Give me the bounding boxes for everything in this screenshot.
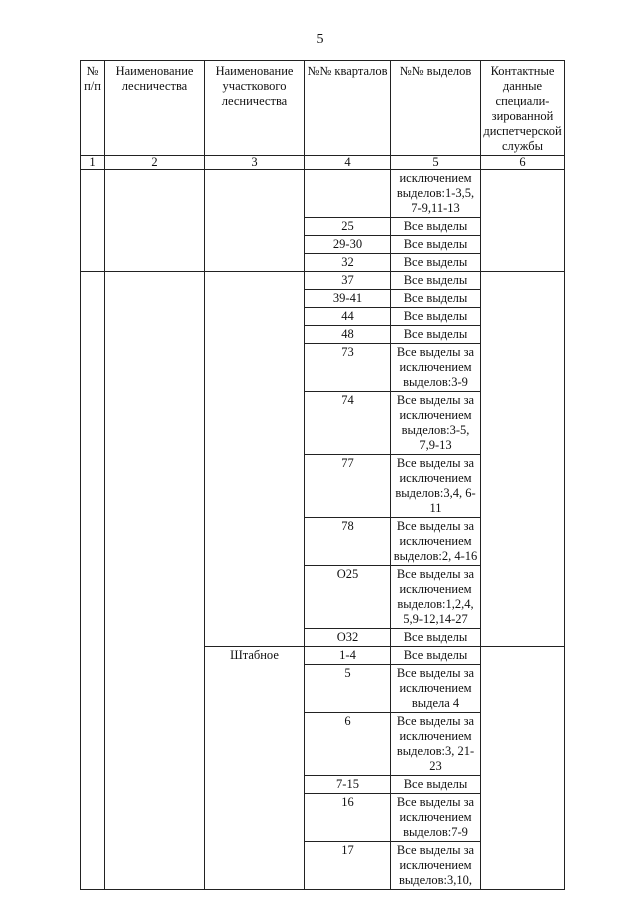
allotment-cell: Все выделы за исключением выделов:7-9 bbox=[391, 794, 481, 842]
allotment-cell: Все выделы за исключением выдела 4 bbox=[391, 665, 481, 713]
quarter-cell: 73 bbox=[305, 344, 391, 392]
header-row bbox=[81, 61, 565, 156]
allotment-cell: исключением выделов:1-3,5, 7-9,11-13 bbox=[391, 170, 481, 218]
allotment-cell: Все выделы за исключением выделов:3, 21-23 bbox=[391, 713, 481, 776]
contact-cell bbox=[481, 170, 565, 272]
number-cell bbox=[81, 272, 105, 647]
allotment-cell: Все выделы bbox=[391, 254, 481, 272]
header-forestry: Наименование лесничества bbox=[105, 61, 205, 156]
forestry-table bbox=[80, 60, 565, 890]
allotment-cell: Все выделы bbox=[391, 629, 481, 647]
quarter-cell: 37 bbox=[305, 272, 391, 290]
allotment-cell: Все выделы за исключением выделов:3-5, 7,9-13 bbox=[391, 392, 481, 455]
quarter-cell: 16 bbox=[305, 794, 391, 842]
forestry-cell bbox=[105, 647, 205, 890]
allotment-cell: Все выделы bbox=[391, 776, 481, 794]
allotment-cell: Все выделы за исключением выделов:3,4, 6-11 bbox=[391, 455, 481, 518]
column-numbers-row bbox=[81, 156, 565, 170]
page-number: 5 bbox=[316, 32, 324, 47]
quarter-cell: 1-4 bbox=[305, 647, 391, 665]
district-cell bbox=[205, 272, 305, 647]
allotment-cell: Все выделы bbox=[391, 308, 481, 326]
allotment-cell: Все выделы за исключением выделов:3-9 bbox=[391, 344, 481, 392]
column-number: 4 bbox=[305, 156, 391, 170]
quarter-cell: 17 bbox=[305, 842, 391, 890]
column-number: 5 bbox=[391, 156, 481, 170]
column-number: 6 bbox=[481, 156, 565, 170]
district-cell bbox=[205, 170, 305, 272]
column-number: 1 bbox=[81, 156, 105, 170]
allotment-cell: Все выделы bbox=[391, 290, 481, 308]
allotment-cell: Все выделы за исключением выделов:3,10, bbox=[391, 842, 481, 890]
quarter-cell: 44 bbox=[305, 308, 391, 326]
quarter-cell: 6 bbox=[305, 713, 391, 776]
column-number: 2 bbox=[105, 156, 205, 170]
quarter-cell: 7-15 bbox=[305, 776, 391, 794]
header-quarters: №№ кварталов bbox=[305, 61, 391, 156]
quarter-cell: 32 bbox=[305, 254, 391, 272]
quarter-cell: 5 bbox=[305, 665, 391, 713]
header-district-forestry: Наименование участкового лесничества bbox=[205, 61, 305, 156]
number-cell bbox=[81, 170, 105, 272]
quarter-cell: О32 bbox=[305, 629, 391, 647]
forestry-cell bbox=[105, 170, 205, 272]
header-number: № п/п bbox=[81, 61, 105, 156]
contact-cell bbox=[481, 647, 565, 890]
header-contacts: Контактные данные специали-зированной диспетчерской службы bbox=[481, 61, 565, 156]
quarter-cell: 39-41 bbox=[305, 290, 391, 308]
quarter-cell: О25 bbox=[305, 566, 391, 629]
allotment-cell: Все выделы bbox=[391, 647, 481, 665]
table-row bbox=[81, 170, 565, 218]
contact-cell bbox=[481, 272, 565, 647]
district-name-cell: Штабное bbox=[205, 647, 305, 890]
quarter-cell bbox=[305, 170, 391, 218]
allotment-cell: Все выделы bbox=[391, 218, 481, 236]
allotment-cell: Все выделы bbox=[391, 272, 481, 290]
allotment-cell: Все выделы bbox=[391, 326, 481, 344]
quarter-cell: 78 bbox=[305, 518, 391, 566]
header-allotments: №№ выделов bbox=[391, 61, 481, 156]
quarter-cell: 74 bbox=[305, 392, 391, 455]
quarter-cell: 29-30 bbox=[305, 236, 391, 254]
quarter-cell: 25 bbox=[305, 218, 391, 236]
quarter-cell: 48 bbox=[305, 326, 391, 344]
allotment-cell: Все выделы за исключением выделов:2, 4-16 bbox=[391, 518, 481, 566]
column-number: 3 bbox=[205, 156, 305, 170]
table-row bbox=[81, 647, 565, 665]
number-cell bbox=[81, 647, 105, 890]
forestry-cell bbox=[105, 272, 205, 647]
quarter-cell: 77 bbox=[305, 455, 391, 518]
allotment-cell: Все выделы за исключением выделов:1,2,4, 5,9-12,14-27 bbox=[391, 566, 481, 629]
table-row bbox=[81, 272, 565, 290]
allotment-cell: Все выделы bbox=[391, 236, 481, 254]
